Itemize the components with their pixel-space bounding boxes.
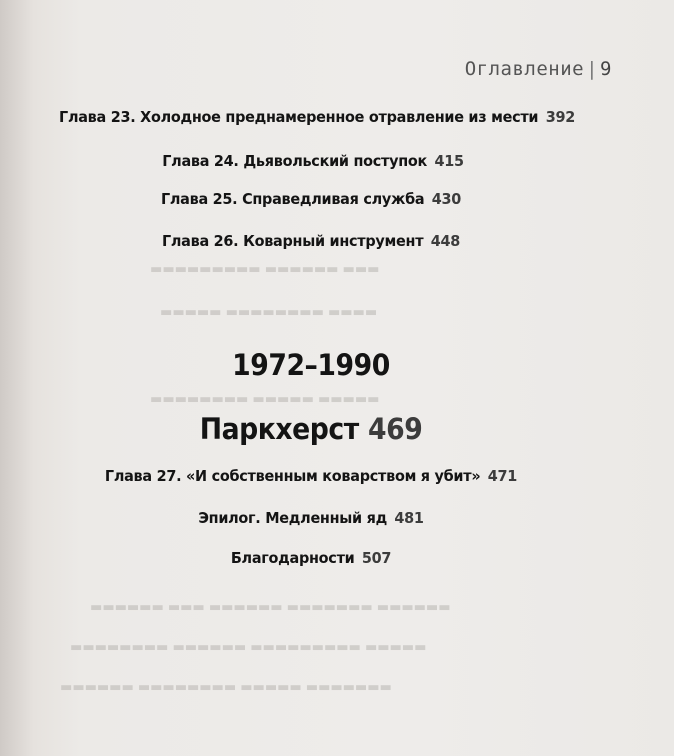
toc-entry-label: Глава 24. Дьявольский поступок <box>162 152 428 170</box>
toc-entry <box>0 190 624 208</box>
toc-entry-label: Глава 26. Коварный инструмент <box>161 232 424 250</box>
header-page-number: 9 <box>600 58 612 80</box>
toc-entry-page: 448 <box>430 232 461 250</box>
period-heading: 1972–1990 <box>232 348 390 382</box>
toc-entry-label: Глава 27. «И собственным коварством я убит» <box>104 467 481 485</box>
toc-entry-page: 507 <box>361 549 392 567</box>
toc-entry <box>0 549 624 567</box>
part-title: Паркхерст <box>199 412 359 446</box>
toc-entry-page: 481 <box>394 509 424 527</box>
toc-entry-page: 430 <box>431 190 462 208</box>
toc-entry <box>0 232 624 250</box>
bleed-through-text: ▬▬▬▬▬ ▬▬▬▬▬ ▬▬▬▬▬▬▬▬ <box>150 392 380 407</box>
toc-entry <box>0 152 626 170</box>
toc-entry-page: 471 <box>487 467 518 485</box>
toc-entry-page: 392 <box>545 108 575 126</box>
part-page: 469 <box>367 412 423 446</box>
toc-entry-page: 415 <box>434 152 464 170</box>
toc-entry-label: Глава 23. Холодное преднамеренное отравление из мести <box>59 108 539 126</box>
toc-entry <box>0 467 624 485</box>
toc-entry <box>0 509 624 527</box>
part-heading <box>1 412 621 446</box>
toc-entry-label: Глава 25. Справедливая служба <box>160 190 425 208</box>
bleed-through-text: ▬▬▬▬▬▬▬ ▬▬▬▬▬ ▬▬▬▬▬▬▬▬ ▬▬▬▬▬▬ <box>60 680 392 695</box>
header-separator: | <box>586 58 599 80</box>
bleed-through-text: ▬▬▬▬▬ ▬▬▬▬▬▬▬▬▬ ▬▬▬▬▬▬ ▬▬▬▬▬▬▬▬ <box>70 640 427 655</box>
bleed-through-text: ▬▬▬ ▬▬▬▬▬▬ ▬▬▬▬▬▬▬▬▬ <box>150 262 380 277</box>
header-title: Оглавление <box>464 58 585 80</box>
toc-entry-label: Благодарности <box>230 549 355 567</box>
toc-entry-label: Эпилог. Медленный яд <box>198 509 387 527</box>
toc-entry <box>4 108 631 126</box>
bleed-through-text: ▬▬▬▬▬▬ ▬▬▬▬▬▬▬ ▬▬▬▬▬▬ ▬▬▬ ▬▬▬▬▬▬ <box>90 600 451 615</box>
bleed-through-text: ▬▬▬▬ ▬▬▬▬▬▬▬▬ ▬▬▬▬▬ <box>160 305 378 320</box>
running-header <box>465 58 612 80</box>
